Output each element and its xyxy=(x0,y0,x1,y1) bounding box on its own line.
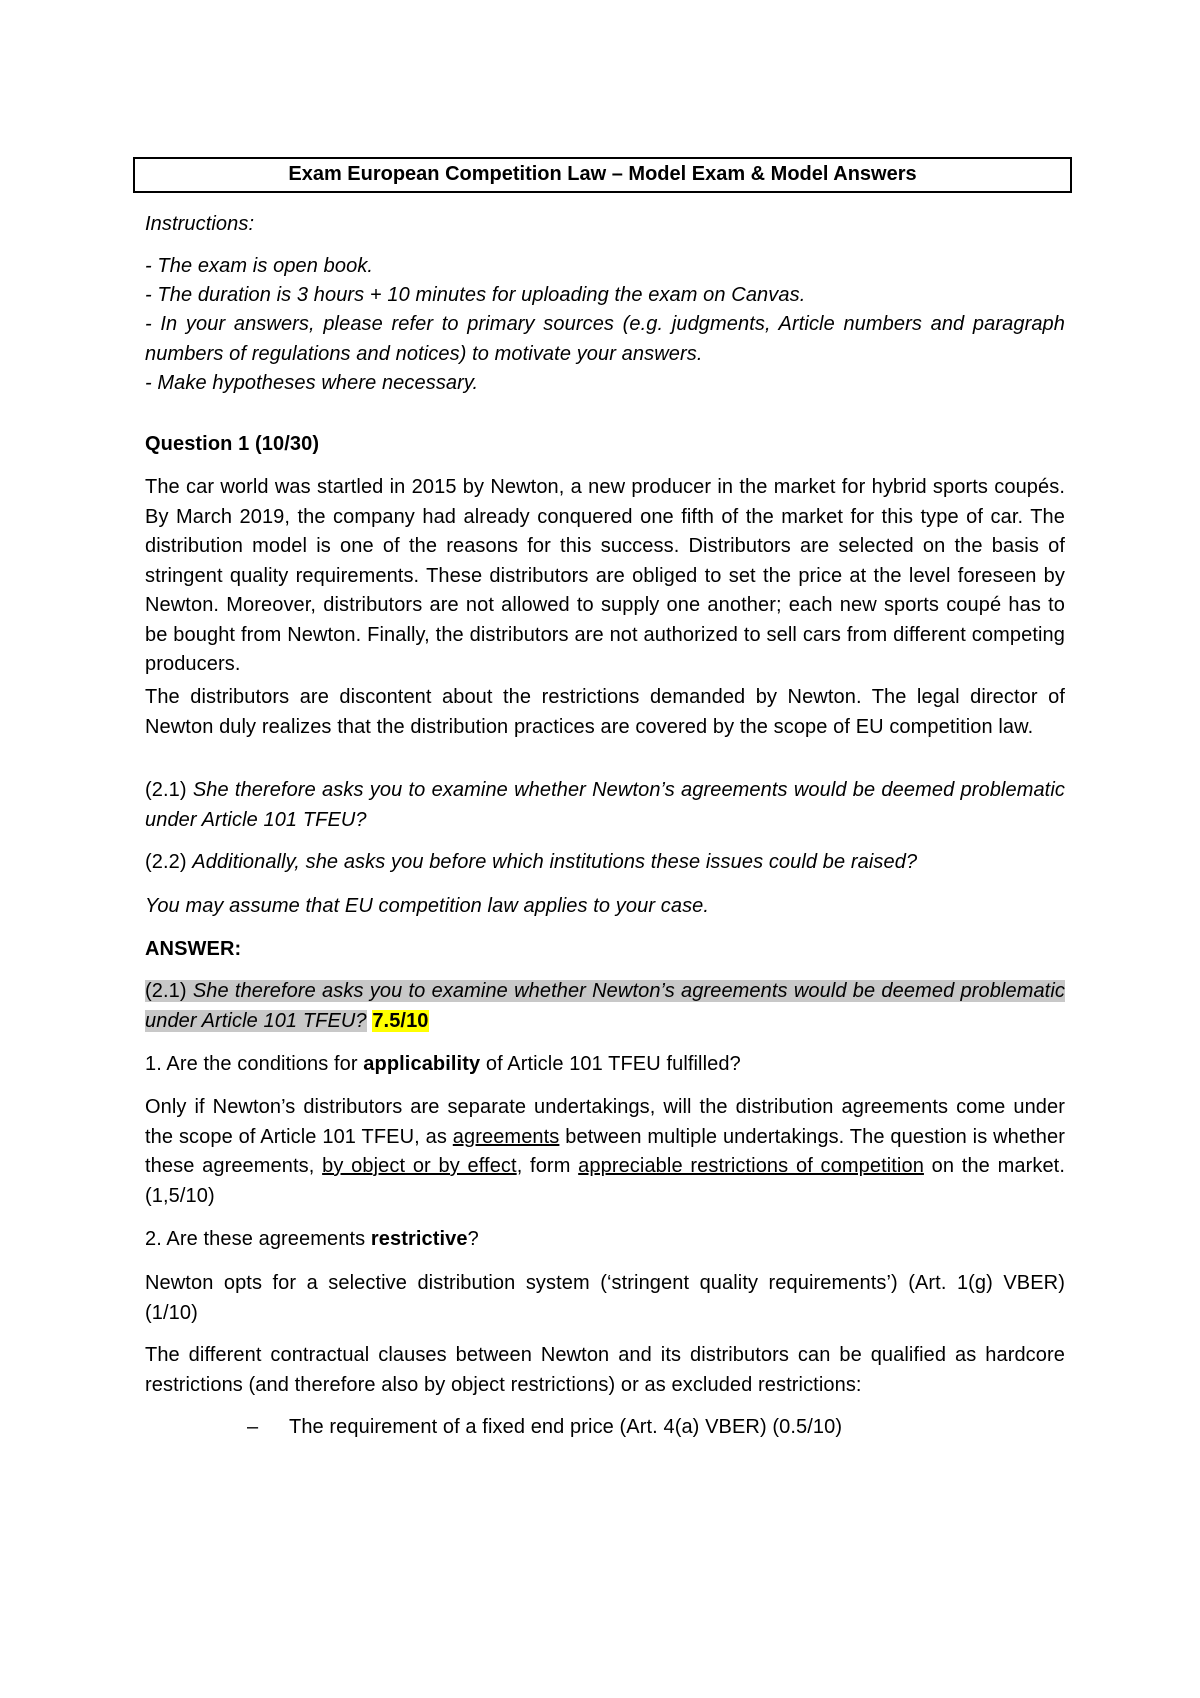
dash-bullet: – xyxy=(247,1416,259,1438)
question1-heading: Question 1 (10/30) xyxy=(145,433,320,455)
list-item: – The requirement of a fixed end price (Art. 4(a) VBER) (0.5/10) xyxy=(247,1413,1065,1443)
question-text: Additionally, she asks you before which institutions these issues could be raised? xyxy=(192,851,918,873)
question-number: (2.1) xyxy=(145,980,187,1002)
answer-paragraph: Newton opts for a selective distribution system (‘stringent quality requirements’) (Art. 1(g) VBER) (1/10) xyxy=(145,1272,1065,1324)
assumption-note: You may assume that EU competition law applies to your case. xyxy=(145,895,710,917)
answer-section-2: 2. Are these agreements restrictive? xyxy=(145,1228,479,1250)
answer-section-1: 1. Are the conditions for applicability of Article 101 TFEU fulfilled? xyxy=(145,1053,741,1075)
question-2-1 xyxy=(145,776,1065,835)
answer-paragraph: The different contractual clauses between Newton and its distributors can be qualified as hardcore restrictions (and therefore also by object restrictions) or as excluded restrictions: xyxy=(145,1344,1065,1396)
exam-title: Exam European Competition Law – Model Exam & Model Answers xyxy=(133,157,1072,193)
question-2-2 xyxy=(145,848,1065,878)
answer-paragraph: Only if Newton’s distributors are separate undertakings, will the distribution agreements come under the scope of Article 101 TFEU, as agreements between multiple undertakings. The question is whether these agreements, by object or by effect, form appreciable restrictions of competition on the market. (1,5/10) xyxy=(145,1096,1065,1207)
question-number: (2.2) xyxy=(145,851,187,873)
instruction-item: - In your answers, please refer to primary sources (e.g. judgments, Article numbers and paragraph numbers of regulations and notices) to motivate your answers. xyxy=(145,313,1065,365)
question-text: She therefore asks you to examine whether Newton’s agreements would be deemed problematic under Article 101 TFEU? xyxy=(145,980,1065,1032)
instruction-item: - Make hypotheses where necessary. xyxy=(145,372,479,394)
question1-paragraph: The distributors are discontent about the restrictions demanded by Newton. The legal director of Newton duly realizes that the distribution practices are covered by the scope of EU competition law. xyxy=(145,686,1065,738)
question-number: (2.1) xyxy=(145,779,187,801)
answer-question-2-1 xyxy=(145,977,1065,1036)
answer-heading: ANSWER: xyxy=(145,938,242,960)
instruction-item: - The duration is 3 hours + 10 minutes for uploading the exam on Canvas. xyxy=(145,284,806,306)
question1-paragraph: The car world was startled in 2015 by Newton, a new producer in the market for hybrid sports coupés. By March 2019, the company had already conquered one fifth of the market for this type of car. The distribution model is one of the reasons for this success. Distributors are selected on the basis of stringent quality requirements. These distributors are obliged to set the price at the level foreseen by Newton. Moreover, distributors are not allowed to supply one another; each new sports coupé has to be bought from Newton. Finally, the distributors are not authorized to sell cars from different competing producers. xyxy=(145,476,1065,675)
instructions-heading: Instructions: xyxy=(145,213,255,235)
score-badge: 7.5/10 xyxy=(372,1009,429,1032)
question-text: She therefore asks you to examine whether Newton’s agreements would be deemed problematic under Article 101 TFEU? xyxy=(145,779,1065,831)
instruction-item: - The exam is open book. xyxy=(145,255,374,277)
